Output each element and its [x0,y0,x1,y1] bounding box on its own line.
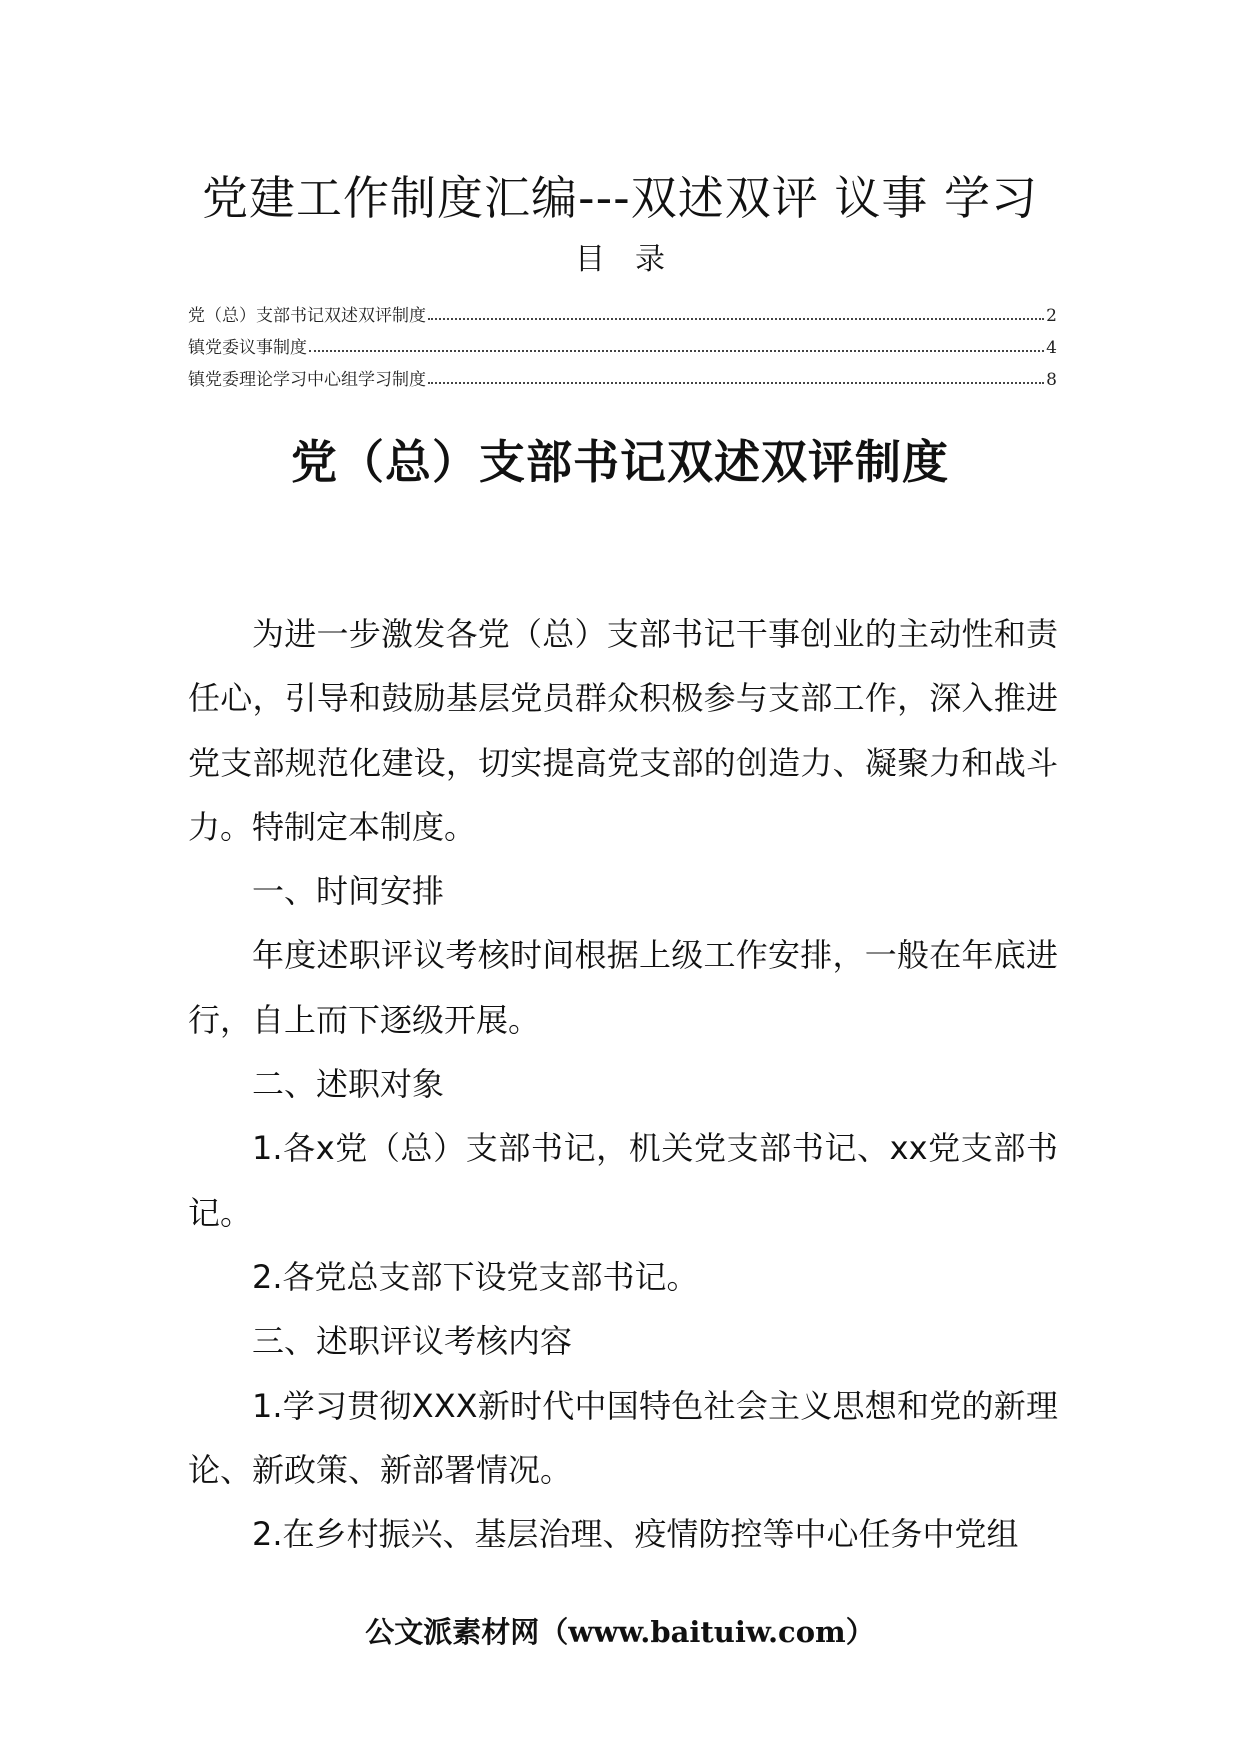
document-title: 党建工作制度汇编---双述双评 议事 学习 [201,171,1039,225]
toc-leader-dots [309,350,1044,352]
paragraph-target-1: 1.各x党（总）支部书记，机关党支部书记、xx党支部书记。 [188,1129,1058,1232]
toc-entry-label: 镇党委议事制度 [188,338,307,358]
table-of-contents [188,294,1057,390]
paragraph-time: 年度述职评议考核时间根据上级工作安排，一般在年底进行，自上而下逐级开展。 [188,936,1058,1039]
heading-assessment-content: 三、述职评议考核内容 [252,1322,573,1361]
toc-entry[interactable] [188,358,1057,390]
toc-entry-page: 8 [1046,370,1057,390]
section-title: 党（总）支部书记双述双评制度 [291,435,949,489]
toc-entry[interactable] [188,294,1057,326]
toc-entry-page: 2 [1046,306,1057,326]
heading-report-targets: 二、述职对象 [252,1065,445,1104]
paragraph-intro: 为进一步激发各党（总）支部书记干事创业的主动性和责任心，引导和鼓励基层党员群众积极参与支部工作，深入推进党支部规范化建设，切实提高党支部的创造力、凝聚力和战斗力。特制定本制度。 [188,615,1058,846]
toc-leader-dots [428,382,1044,384]
paragraph-target-2: 2.各党总支部下设党支部书记。 [252,1257,699,1296]
toc-leader-dots [428,318,1044,320]
paragraph-content-1: 1.学习贯彻XXX新时代中国特色社会主义思想和党的新理论、新政策、新部署情况。 [188,1386,1058,1489]
body-text [188,602,1058,1566]
toc-entry-page: 4 [1046,338,1057,358]
toc-entry-label: 党（总）支部书记双述双评制度 [188,306,426,326]
toc-entry[interactable] [188,326,1057,358]
paragraph-content-2: 2.在乡村振兴、基层治理、疫情防控等中心任务中党组 [252,1515,1019,1554]
footer-watermark: 公文派素材网（www.baituiw.com） [365,1615,875,1649]
toc-heading: 目录 [575,242,695,277]
heading-time-arrangement: 一、时间安排 [252,872,445,911]
toc-entry-label: 镇党委理论学习中心组学习制度 [188,370,426,390]
